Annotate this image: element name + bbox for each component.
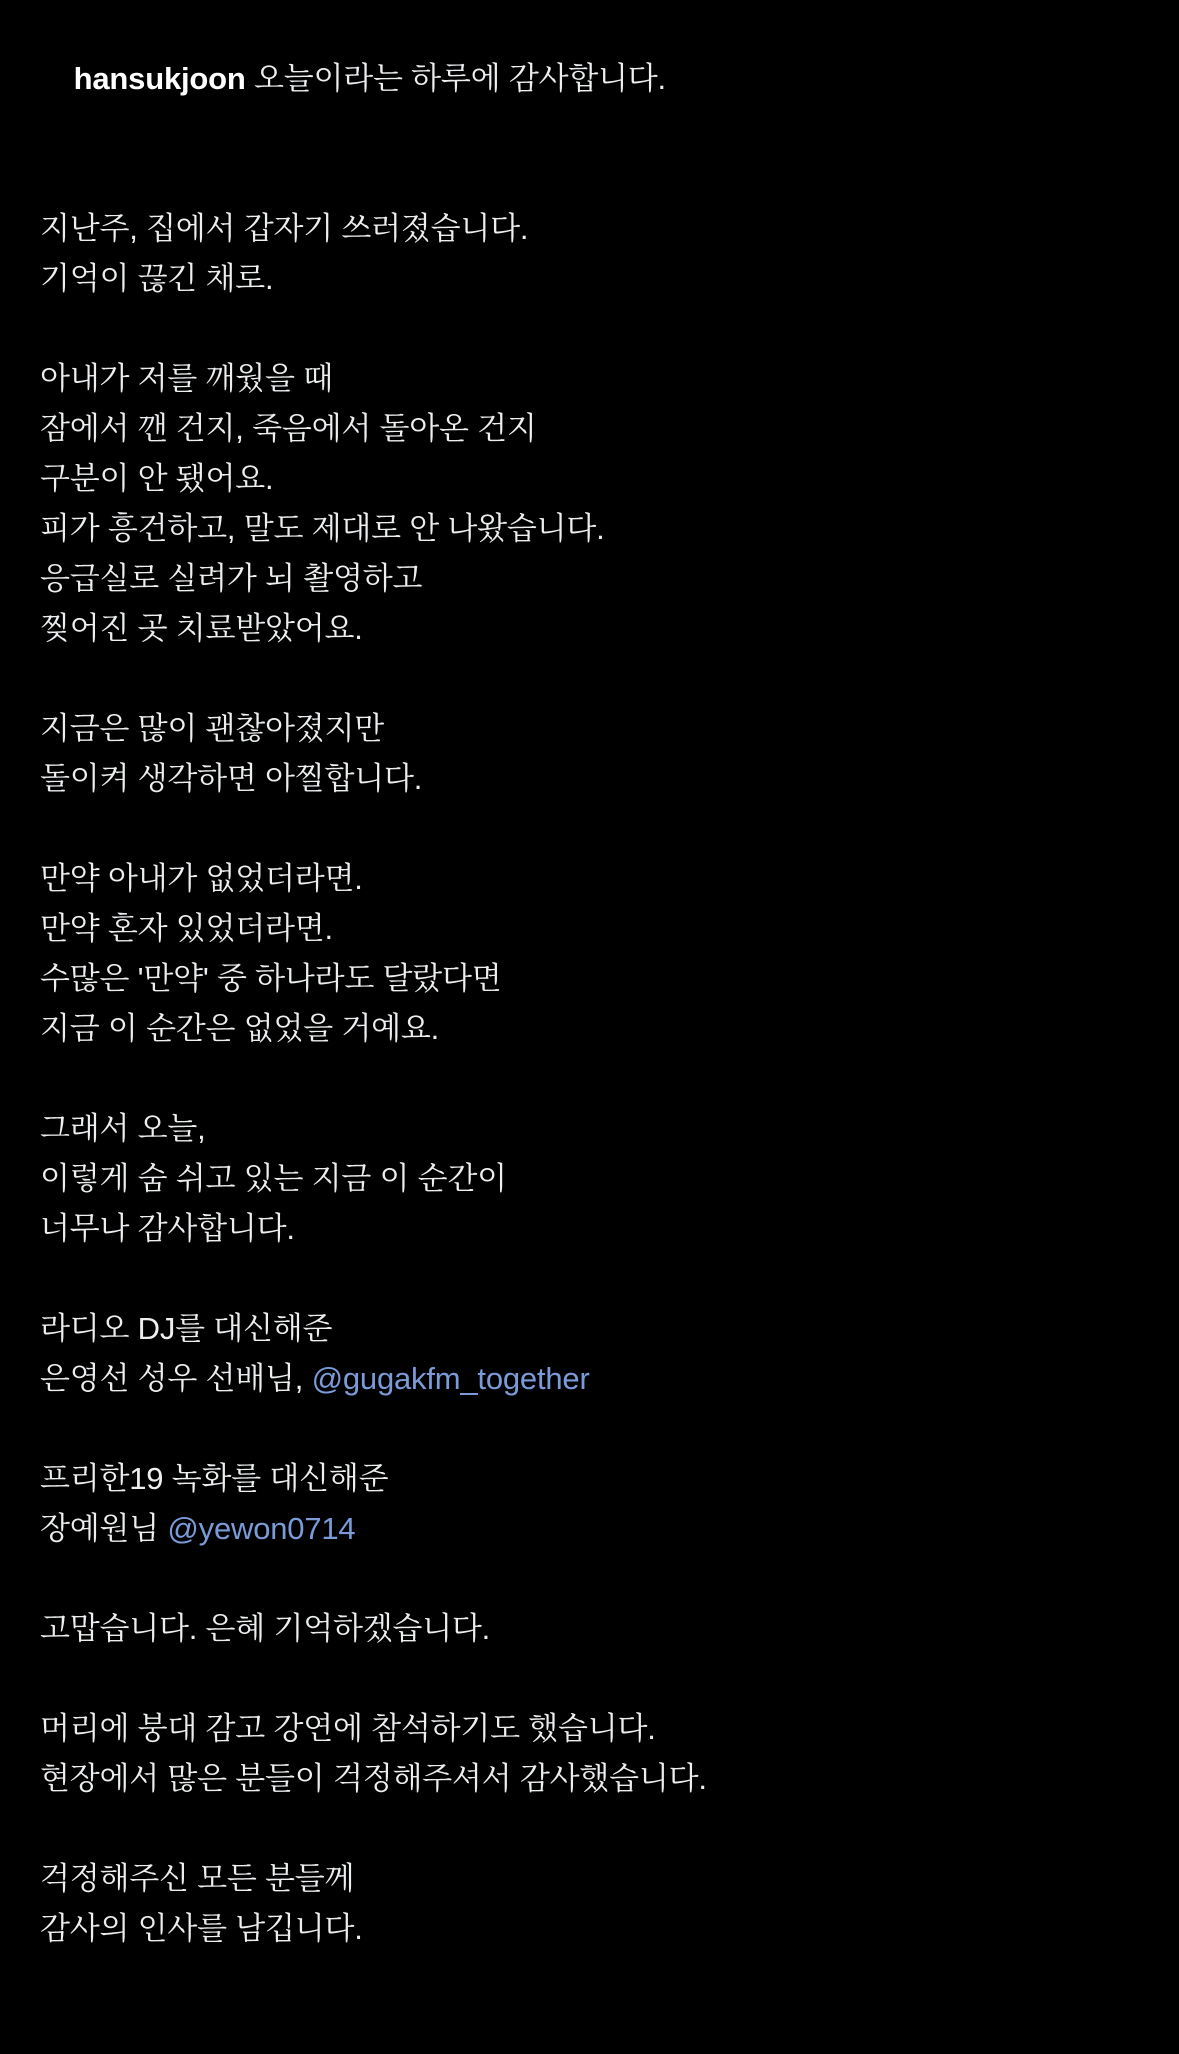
paragraph-spacer [40, 154, 1139, 204]
paragraph-spacer [40, 1054, 1139, 1104]
caption-line-text: 지금은 많이 괜찮아졌지만 [40, 711, 385, 746]
caption-line-text: 이렇게 숨 쉬고 있는 지금 이 순간이 [40, 1161, 507, 1196]
caption-line [40, 1004, 1139, 1054]
paragraph-spacer [40, 1554, 1139, 1604]
caption-line-text: 장예원님 [40, 1511, 168, 1546]
caption-line [40, 904, 1139, 954]
caption-first-line [246, 61, 254, 96]
caption-paragraph [40, 204, 1139, 304]
caption-line [40, 1854, 1139, 1904]
caption-line [40, 604, 1139, 654]
caption-line-text: 잠에서 깬 건지, 죽음에서 돌아온 건지 [40, 411, 537, 446]
caption-line-text: 만약 아내가 없었더라면. [40, 861, 363, 896]
paragraph-spacer [40, 1804, 1139, 1854]
caption-line [40, 854, 1139, 904]
paragraph-spacer [40, 654, 1139, 704]
caption-paragraph [40, 1604, 1139, 1654]
caption-line [40, 1704, 1139, 1754]
caption-line [40, 504, 1139, 554]
caption-paragraph [40, 1104, 1139, 1254]
caption-line-text: 수많은 '만약' 중 하나라도 달랐다면 [40, 961, 502, 996]
caption-paragraph [40, 854, 1139, 1054]
caption-first-paragraph [74, 61, 666, 96]
caption-line [40, 954, 1139, 1004]
caption-line [40, 404, 1139, 454]
caption-line [40, 704, 1139, 754]
caption-line [40, 1904, 1139, 1954]
caption-line [40, 1104, 1139, 1154]
caption-line [40, 204, 1139, 254]
caption-line-text: 고맙습니다. 은혜 기억하겠습니다. [40, 1611, 491, 1646]
caption-line-text: 지난주, 집에서 갑자기 쓰러졌습니다. [40, 211, 529, 246]
caption-line [40, 1354, 1139, 1404]
caption-line-text: 응급실로 실려가 뇌 촬영하고 [40, 561, 423, 596]
caption-line [40, 454, 1139, 504]
caption-line-text: 기억이 끊긴 채로. [40, 261, 274, 296]
caption-line [40, 1504, 1139, 1554]
caption-paragraph [40, 704, 1139, 804]
caption-line-text: 그래서 오늘, [40, 1111, 206, 1146]
paragraph-spacer [40, 1404, 1139, 1454]
caption-line-text: 구분이 안 됐어요. [40, 461, 274, 496]
username-link[interactable]: hansukjoon [73, 61, 246, 96]
caption-line [40, 1754, 1139, 1804]
caption-line [40, 754, 1139, 804]
caption-line [40, 1604, 1139, 1654]
caption-line [40, 554, 1139, 604]
caption-line-text: 걱정해주신 모든 분들께 [40, 1861, 355, 1896]
paragraph-spacer [40, 1254, 1139, 1304]
mention-link[interactable]: @gugakfm_together [311, 1361, 590, 1396]
caption-line-text: 돌이켜 생각하면 아찔합니다. [40, 761, 423, 796]
caption-line-text: 라디오 DJ를 대신해준 [40, 1311, 333, 1346]
caption-body [40, 154, 1139, 1954]
caption-line-text: 머리에 붕대 감고 강연에 참석하기도 했습니다. [40, 1711, 656, 1746]
caption-line-text: 피가 흥건하고, 말도 제대로 안 나왔습니다. [40, 511, 605, 546]
paragraph-spacer [40, 304, 1139, 354]
caption-paragraph [40, 1854, 1139, 1954]
caption-paragraph [40, 1454, 1139, 1554]
mention-link[interactable]: @yewon0714 [167, 1511, 356, 1546]
caption-line-text: 은영선 성우 선배님, [40, 1361, 312, 1396]
caption-line [40, 354, 1139, 404]
caption-paragraph [40, 1704, 1139, 1804]
paragraph-spacer [40, 1654, 1139, 1704]
caption-line-text: 현장에서 많은 분들이 걱정해주셔서 감사했습니다. [40, 1761, 707, 1796]
caption-line-text: 프리한19 녹화를 대신해준 [40, 1461, 389, 1496]
caption-line [40, 1204, 1139, 1254]
caption-first-line-text: 오늘이라는 하루에 감사합니다. [254, 61, 666, 96]
caption-line [40, 254, 1139, 304]
paragraph-spacer [40, 804, 1139, 854]
caption-line-text: 찢어진 곳 치료받았어요. [40, 611, 363, 646]
caption-line-text: 만약 혼자 있었더라면. [40, 911, 333, 946]
caption-line [40, 1304, 1139, 1354]
caption-line-text: 지금 이 순간은 없었을 거예요. [40, 1011, 440, 1046]
caption-line [40, 1154, 1139, 1204]
caption-paragraph [40, 354, 1139, 654]
caption-line-text: 감사의 인사를 남깁니다. [40, 1911, 363, 1946]
caption-line-text: 너무나 감사합니다. [40, 1211, 295, 1246]
post-caption [40, 0, 1139, 2054]
caption-paragraph [40, 1304, 1139, 1404]
caption-line-text: 아내가 저를 깨웠을 때 [40, 361, 333, 396]
caption-line [40, 1454, 1139, 1504]
